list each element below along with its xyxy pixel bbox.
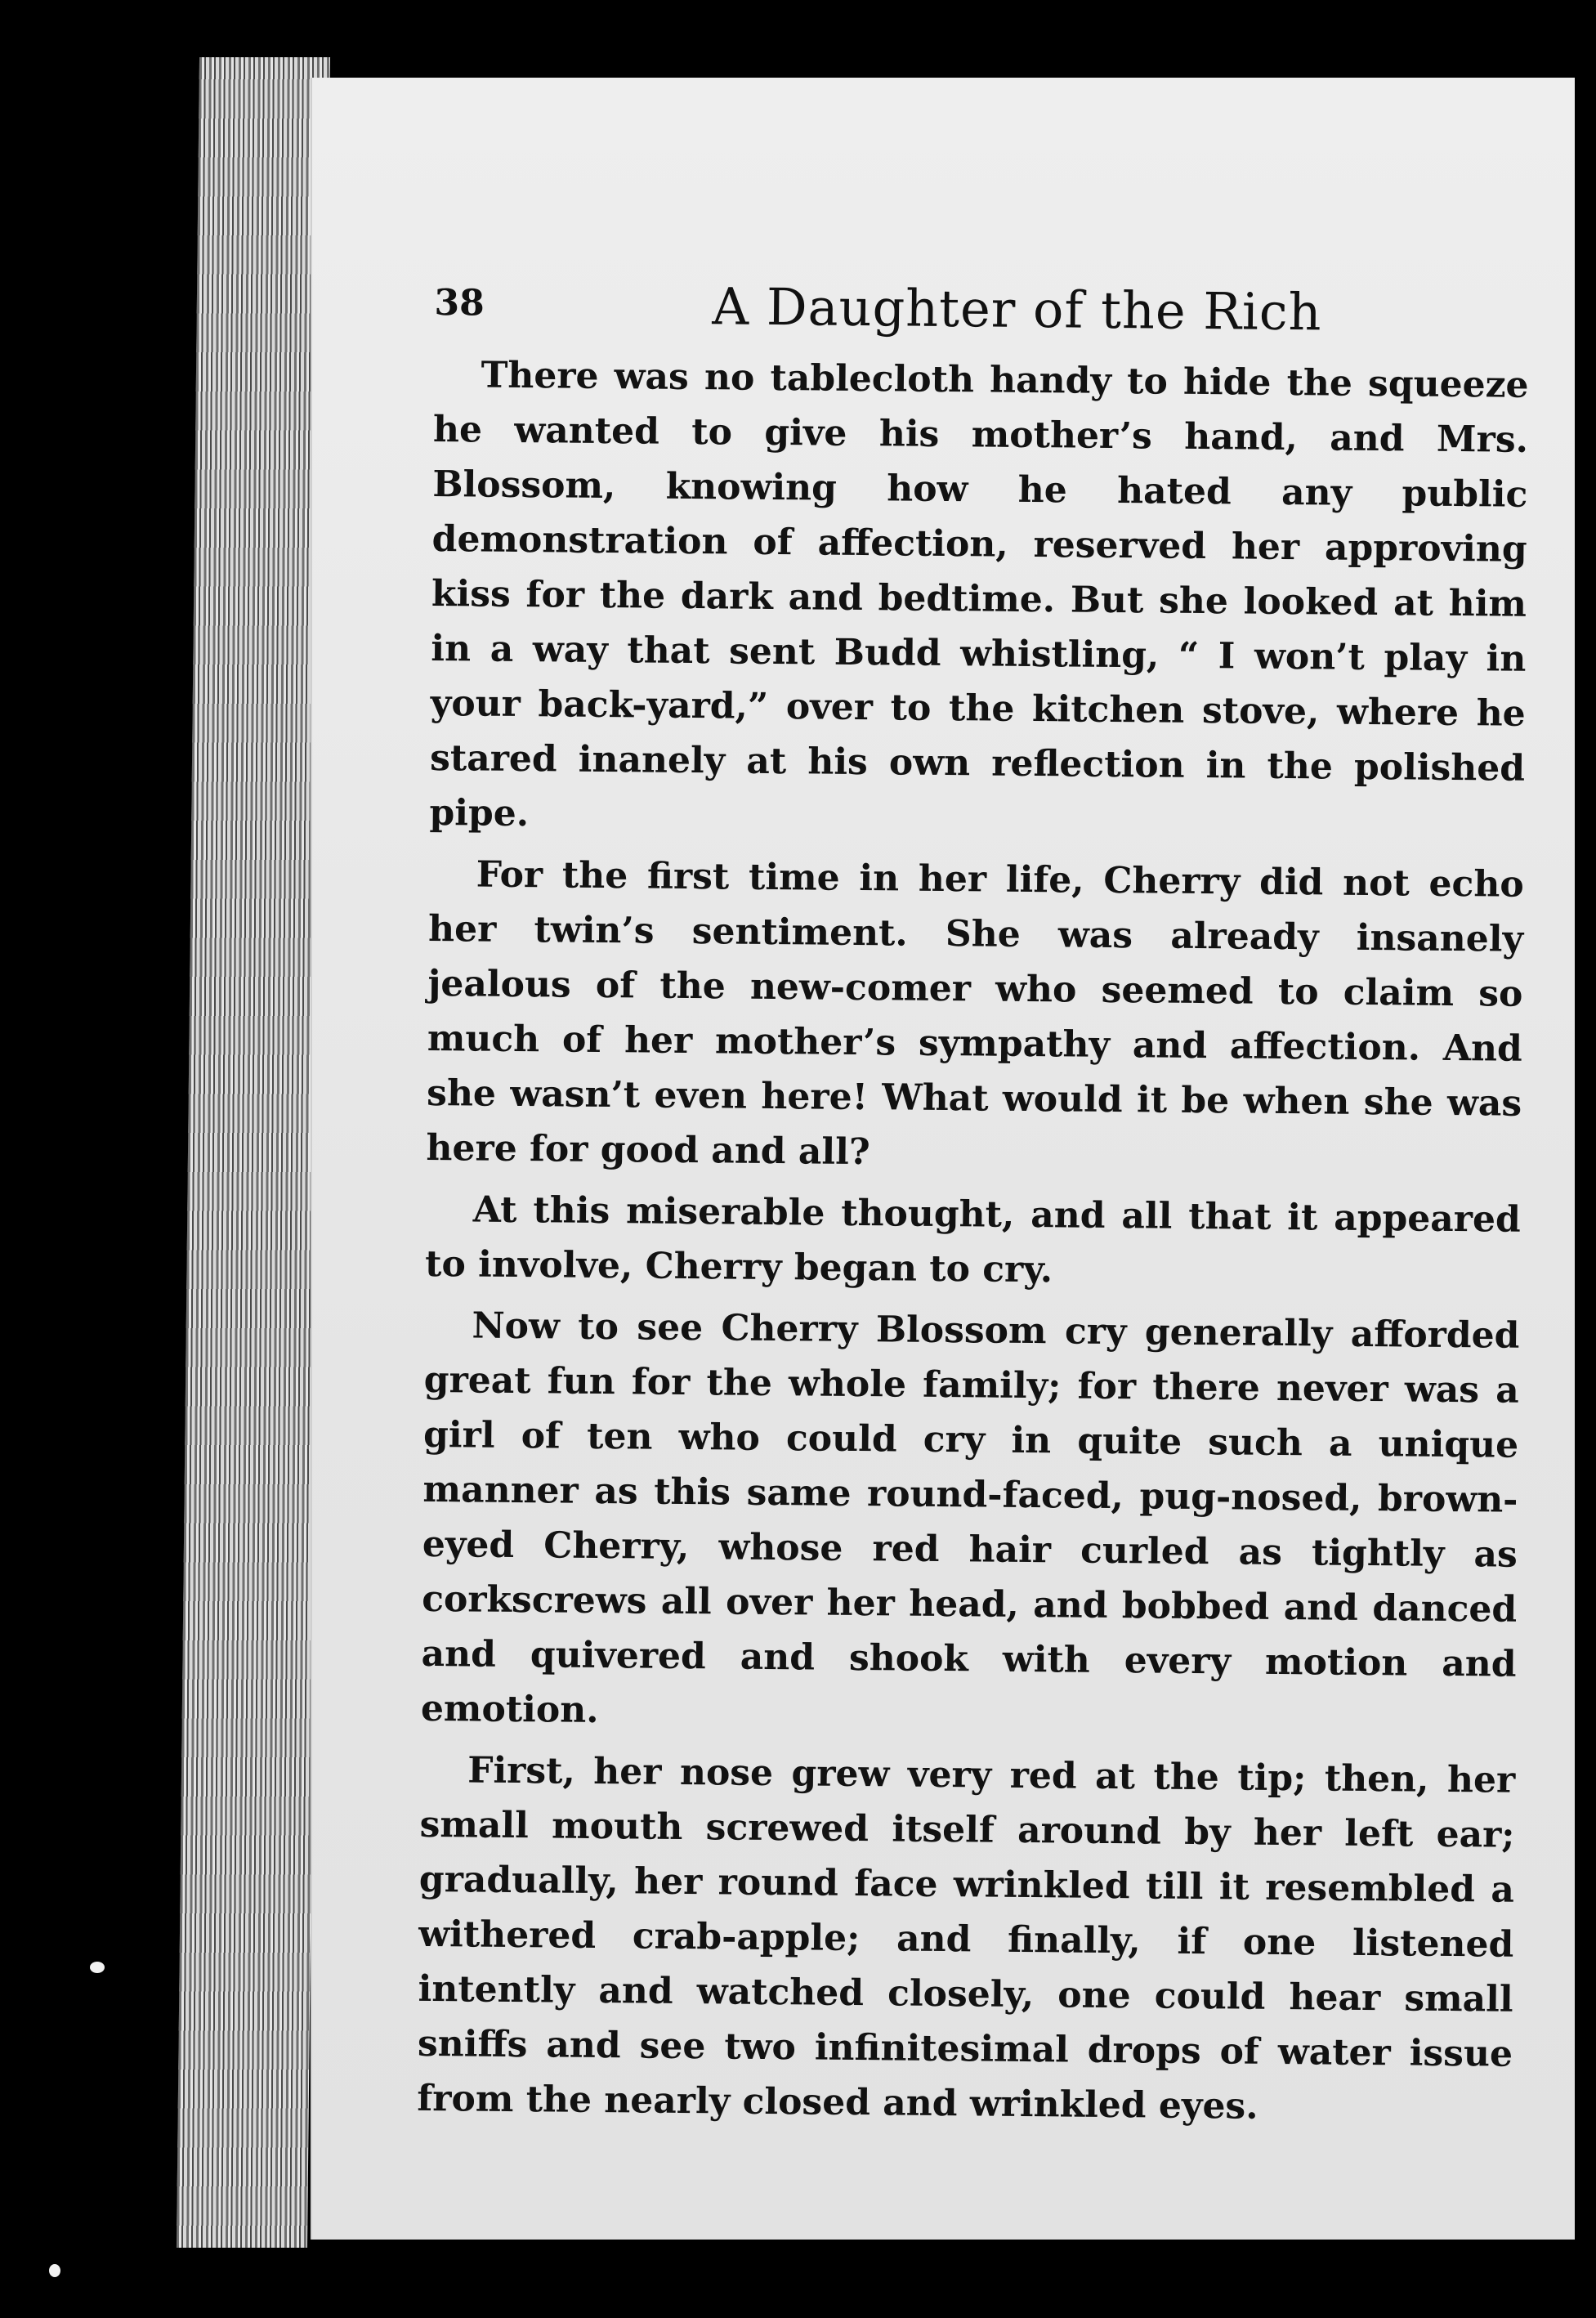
book-page-edges: [177, 57, 330, 2248]
page-content: [417, 257, 1530, 2143]
paragraph: For the first time in her life, Cherry did not echo her twin’s sentiment. She was already insanely jealous of the new-comer who seemed to claim so much of her mother’s sympathy and affection. And she wasn’t even here! What would it be when she was here for good and all?: [426, 853, 1524, 1174]
running-head: [434, 257, 1530, 358]
page-sheet: [311, 78, 1575, 2240]
paragraph: Now to see Cherry Blossom cry generally afforded great fun for the whole family; for there never was a girl of ten who could cry in quite such a unique manner as this same round-faced, pug-nosed, brown-eyed Cherry, whose red hair curled as tightly as corkscrews all over her head, and bobbed and danced and quivered and shook with every motion and emotion.: [420, 1304, 1520, 1732]
paragraph: First, her nose grew very red at the tip; then, her small mouth screwed itself around by her left ear; gradually, her round face wrinkled till it resembled a withered crab-apple; and finally, if one listened intently and watched closely, one could hear small sniffs and see two infinitesimal drops of water issue from the nearly closed and wrinkled eyes.: [417, 1749, 1516, 2128]
paragraph: There was no tablecloth handy to hide the squeeze he wanted to give his mother’s hand, and Mrs. Blossom, knowing how he hated any public demonstration of affection, reserved her approving kiss for the dark and bedtime. But she looked at him in a way that sent Budd whistling, “ I won’t play in your back-yard,” over to the kitchen stove, where he stared inanely at his own reflection in the polished pipe.: [429, 354, 1529, 835]
scan-speck: [49, 2264, 60, 2277]
book-title: A Daughter of the Rich: [712, 276, 1322, 342]
page-number: 38: [434, 281, 485, 324]
scan-speck: [90, 1962, 105, 1973]
body-text: [417, 347, 1529, 2137]
paragraph: At this miserable thought, and all that it appeared to involve, Cherry began to cry.: [424, 1188, 1522, 1291]
